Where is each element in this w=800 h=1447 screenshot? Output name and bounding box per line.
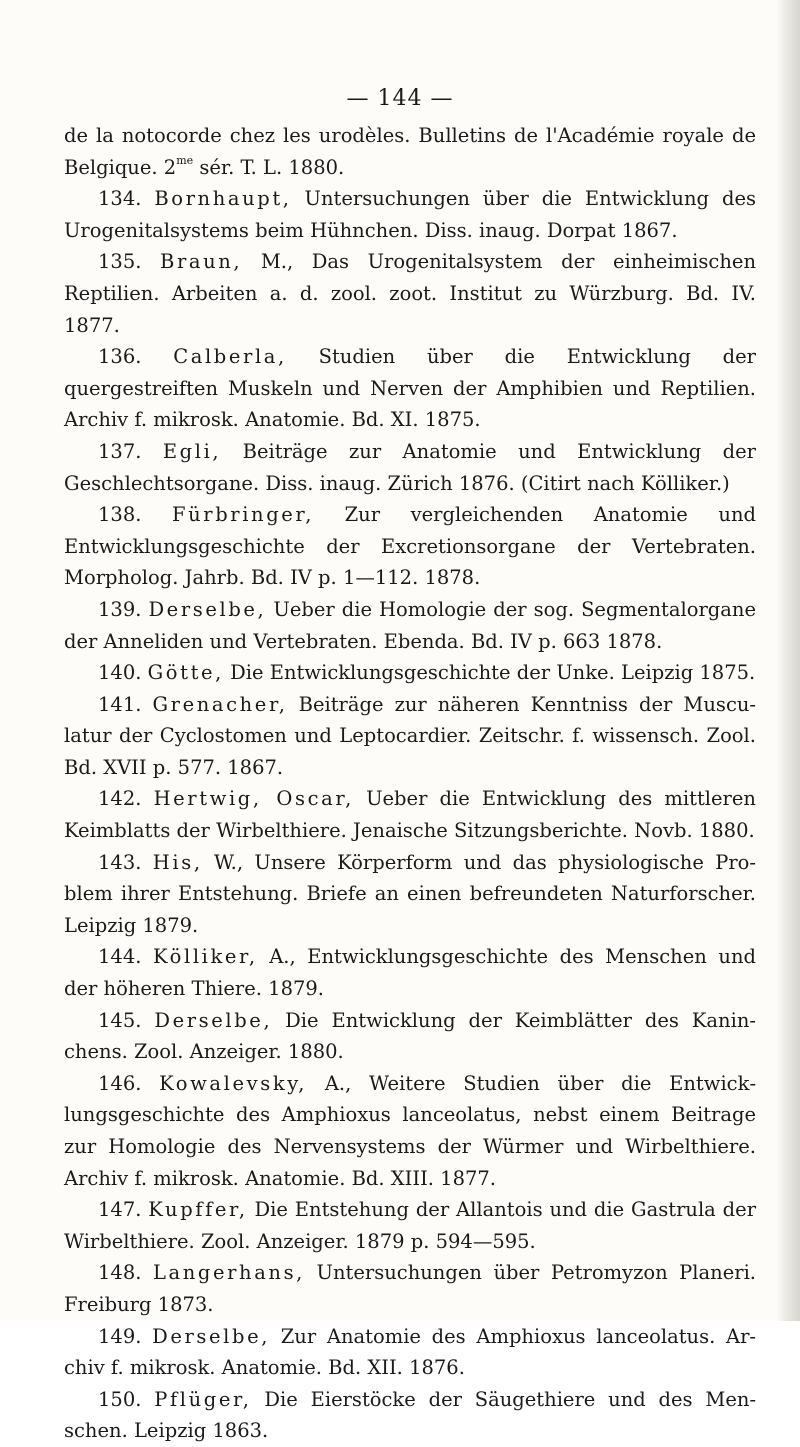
- entry-text: M., Das Urogenitalsystem der einheimischen Reptilien. Arbeiten a. d. zool. zoot. Institut zu Würzburg. Bd. IV. 1877.: [64, 250, 757, 337]
- entry-text: Die Entwicklungsgeschichte der Unke. Leipzig 1875.: [230, 661, 756, 685]
- entry-number: 138.: [98, 503, 142, 527]
- entry-number: 141.: [98, 692, 142, 716]
- entry-text: Zur Anatomie des Amphioxus lanceolatus. Archiv f. mikrosk. Anatomie. Bd. XII. 1876.: [64, 1324, 756, 1380]
- entry-text: Die Eierstöcke der Säugethiere und des Menschen. Leipzig 1863.: [64, 1387, 757, 1443]
- bibliography-entry: [64, 1068, 756, 1194]
- entry-author: Hertwig, Oscar,: [153, 787, 354, 811]
- bibliography-entry: [64, 246, 756, 341]
- entry-number: 134.: [98, 187, 142, 211]
- entry-number: 150.: [98, 1387, 142, 1411]
- entry-text: Die Entwicklung der Keimblätter des Kaninchens. Zool. Anzeiger. 1880.: [64, 1008, 756, 1064]
- entry-text: Beiträge zur Anatomie und Entwicklung der Geschlechtsorgane. Diss. inaug. Zürich 1876. (Citirt nach Kölliker.): [64, 439, 756, 495]
- entry-author: Derselbe,: [152, 1324, 271, 1348]
- bibliography-entry: [64, 847, 756, 942]
- entry-number: 149.: [98, 1324, 142, 1348]
- entry-text: Beiträge zur näheren Kenntniss der Musculatur der Cyclostomen und Leptocardier. Zeitschr. f. wissensch. Zool. Bd. XVII p. 577. 1867.: [64, 692, 757, 779]
- entry-number: 144.: [98, 945, 142, 969]
- entry-text: A., Weitere Studien über die Entwicklungsgeschichte des Amphioxus lanceolatus, nebst einem Beitrage zur Homologie des Nervensystems der Würmer und Wirbelthiere. Archiv f. mikrosk. Anatomie. Bd. XIII. 1877.: [64, 1071, 757, 1190]
- entry-number: 135.: [98, 250, 142, 274]
- entry-author: Derselbe,: [154, 1008, 273, 1032]
- entries-container: [64, 183, 756, 1447]
- entry-author: Kowalevsky,: [159, 1071, 308, 1095]
- entry-author: Braun,: [160, 250, 243, 274]
- entry-author: Grenacher,: [152, 692, 288, 716]
- entry-author: Pflüger,: [154, 1387, 252, 1411]
- entry-text: Ueber die Homologie der sog. Segmentalorgane der Anneliden und Vertebraten. Ebenda. Bd. IV p. 663 1878.: [64, 597, 757, 653]
- entry-text: Die Entstehung der Allantois und die Gastrula der Wirbelthiere. Zool. Anzeiger. 1879 p. 594—595.: [64, 1198, 757, 1253]
- entry-author: Fürbringer,: [172, 503, 315, 527]
- entry-text: Zur vergleichenden Anatomie und Entwicklungsgeschichte der Excretionsorgane der Vertebraten. Morpholog. Jahrb. Bd. IV p. 1—112. 1878.: [64, 503, 756, 590]
- entry-number: 146.: [98, 1071, 142, 1095]
- continued-entry-text: de la notocorde chez les urodèles. Bulletins de l'Académie royale de Belgique. 2: [64, 124, 756, 179]
- page-number-header: — 144 —: [346, 86, 454, 111]
- bibliography-entry: [64, 657, 756, 689]
- bibliography-entry: [64, 1384, 756, 1447]
- entry-number: 143.: [98, 850, 142, 874]
- entry-author: Götte,: [147, 661, 224, 685]
- entry-number: 140.: [98, 661, 142, 685]
- entry-author: Egli,: [162, 439, 222, 463]
- bibliography-entry: [64, 341, 756, 436]
- bibliography-entry: [64, 594, 756, 657]
- bibliography-entry: [64, 941, 756, 1004]
- bibliography-entry: [64, 499, 756, 594]
- bibliography-entry: [64, 783, 756, 846]
- entry-number: 148.: [98, 1261, 142, 1285]
- entry-number: 142.: [98, 787, 142, 811]
- entry-author: Derselbe,: [148, 597, 267, 621]
- entry-text: Studien über die Entwicklung der quergestreiften Muskeln und Nerven der Amphibien und Reptilien. Archiv f. mikrosk. Anatomie. Bd. XI. 1875.: [64, 345, 756, 432]
- continued-entry-text-end: sér. T. L. 1880.: [193, 155, 345, 179]
- bibliography-entry: [64, 1321, 756, 1384]
- entry-number: 147.: [98, 1198, 142, 1222]
- bibliography-entry: [64, 1005, 756, 1068]
- entry-text: W., Unsere Körperform und das physiologische Problem ihrer Entstehung. Briefe an einen befreundeten Naturforscher. Leipzig 1879.: [64, 850, 757, 937]
- entry-number: 137.: [98, 439, 142, 463]
- entry-author: Kupffer,: [148, 1198, 248, 1222]
- continued-entry: [64, 120, 756, 183]
- bibliography-entry: [64, 436, 756, 499]
- bibliography-entry: [64, 1257, 756, 1320]
- entry-number: 145.: [98, 1008, 142, 1032]
- entry-author: Langerhans,: [152, 1261, 305, 1285]
- entry-text: Untersuchungen über die Entwicklung des Urogenitalsystems beim Hühnchen. Diss. inaug. Dorpat 1867.: [64, 187, 756, 242]
- entry-text: Untersuchungen über Petromyzon Planeri. Freiburg 1873.: [64, 1261, 757, 1316]
- entry-text: A., Entwicklungsgeschichte des Menschen und der höheren Thiere. 1879.: [64, 945, 757, 1001]
- entry-number: 139.: [98, 597, 142, 621]
- entry-author: His,: [152, 850, 203, 874]
- bibliography-entry: [64, 689, 756, 784]
- bibliography-entry: [64, 1194, 756, 1257]
- ordinal-superscript: me: [176, 154, 194, 168]
- bibliography-entry: [64, 183, 756, 246]
- bibliography-list: [64, 120, 756, 1447]
- entry-number: 136.: [98, 345, 142, 369]
- entry-author: Bornhaupt,: [154, 187, 292, 211]
- entry-author: Kölliker,: [153, 945, 258, 969]
- entry-author: Calberla,: [173, 345, 287, 369]
- entry-text: Ueber die Entwicklung des mittleren Keimblatts der Wirbelthiere. Jenaische Sitzungsberichte. Novb. 1880.: [64, 787, 756, 843]
- page-edge-shadow: [776, 0, 800, 1321]
